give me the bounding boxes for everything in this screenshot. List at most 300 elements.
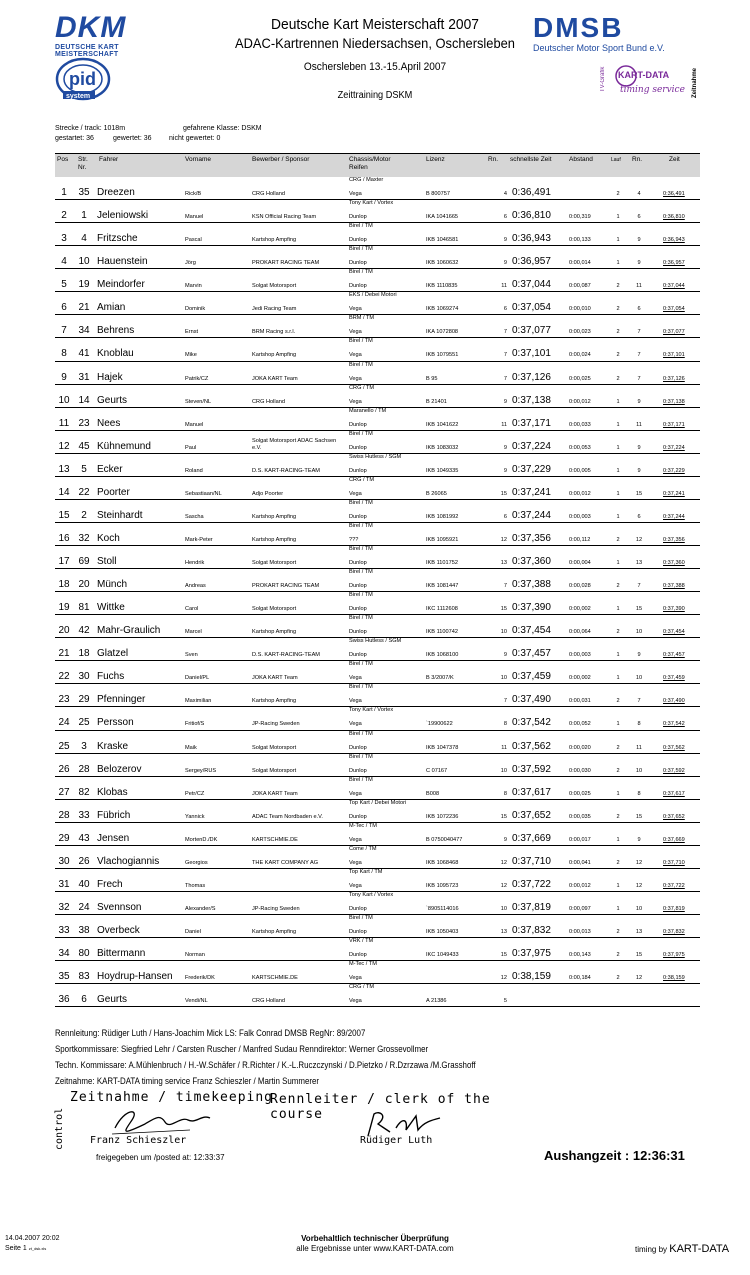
table-row	[55, 869, 700, 892]
row-heat: 2	[616, 375, 620, 382]
row-heat: 2	[616, 813, 620, 820]
row-best-time: 0:36,491	[512, 187, 551, 198]
table-row	[55, 292, 700, 315]
row-license: B 21401	[426, 398, 447, 405]
row-last-name: Poorter	[97, 486, 130, 498]
row-best-lap: 10	[635, 767, 643, 774]
kartdata-logo-sub: timing service	[620, 85, 685, 95]
row-laps: 6	[503, 214, 507, 221]
table-row	[55, 961, 700, 984]
row-heat: 2	[616, 859, 620, 866]
row-nr: 4	[81, 233, 87, 245]
row-chassis: Birel / TM	[349, 246, 373, 253]
row-time: 0:36,957	[663, 260, 685, 267]
row-tyre: Vega	[349, 329, 362, 336]
row-heat: 1	[616, 214, 620, 221]
row-time: 0:37,356	[663, 536, 685, 543]
row-nr: 43	[78, 832, 90, 844]
row-chassis: Come / TM	[349, 845, 377, 852]
table-row	[55, 200, 700, 223]
row-time: 0:37,722	[663, 882, 685, 889]
row-best-lap: 13	[635, 929, 643, 935]
row-tyre: Dunlop	[349, 606, 367, 613]
dmsb-logo-subtitle: Deutscher Motor Sport Bund e.V.	[533, 43, 665, 53]
row-laps: 11	[501, 421, 507, 428]
row-license: `19900622	[426, 721, 453, 728]
row-license: IKB 1049335	[426, 467, 459, 474]
row-gap: 0:00,012	[569, 882, 591, 889]
event-subtitle: ADAC-Kartrennen Niedersachsen, Oschersleben	[235, 35, 515, 51]
row-first-name: Paul	[185, 444, 197, 451]
row-best-lap: 12	[635, 975, 643, 982]
row-nr: 19	[78, 279, 90, 291]
row-last-name: Klobas	[97, 786, 128, 798]
row-time: 0:36,491	[663, 191, 685, 197]
row-first-name: Rick/B	[185, 191, 202, 197]
row-best-lap: 12	[635, 859, 643, 866]
row-nr: 33	[78, 809, 90, 821]
row-first-name: Mark-Peter	[185, 536, 213, 543]
technical-stewards: Techn. Kommissare: A.Mühlenbruch / H.-W.Schäfer / R.Richter / K.-L.Ruczczynski / D.Pietzko / R.Dzrzawa /M.Grasshoff	[55, 1060, 476, 1070]
row-tyre: Dunlop	[349, 560, 367, 566]
row-best-time: 0:36,943	[512, 233, 551, 245]
session-title: Zeittraining DSKM	[337, 90, 413, 101]
row-sponsor: JP-Racing Sweden	[252, 905, 300, 912]
row-gap: 0:00,030	[569, 767, 591, 774]
row-last-name: Wittke	[97, 602, 125, 614]
zeitnahme-vertical: Zeitnahme	[692, 67, 698, 98]
row-best-time: 0:37,832	[512, 925, 551, 936]
row-pos: 36	[58, 994, 70, 1006]
row-sponsor: BRM Racing s.r.l.	[252, 329, 296, 336]
row-heat: 1	[616, 606, 620, 613]
row-laps: 7	[503, 698, 507, 705]
row-nr: 41	[78, 348, 90, 360]
row-laps: 9	[503, 444, 507, 451]
row-license: B 95	[426, 375, 438, 382]
row-best-lap: 9	[637, 836, 641, 843]
row-nr: 30	[78, 671, 90, 683]
row-license: IKB 1069274	[426, 306, 459, 313]
timekeeping: Zeitnahme: KART-DATA timing service Franz Schieszler / Martin Summerer	[55, 1076, 320, 1086]
event-date: Oschersleben 13.-15.April 2007	[303, 61, 447, 73]
kartdata-logo-icon	[600, 58, 700, 102]
row-time: 0:37,975	[663, 952, 685, 959]
dkm-logo-text: DKM	[55, 11, 127, 44]
row-best-time: 0:37,652	[512, 809, 551, 821]
row-chassis: Maranello / TM	[349, 407, 387, 414]
row-time: 0:37,832	[663, 929, 685, 935]
event-title: Deutsche Kart Meisterschaft 2007	[271, 16, 479, 33]
footer-right	[635, 1243, 729, 1255]
row-laps: 6	[503, 306, 507, 313]
row-heat: 2	[616, 975, 620, 982]
table-row	[55, 638, 700, 661]
table-row	[55, 523, 700, 546]
row-sponsor: D.S. KART-RACING-TEAM	[252, 652, 320, 659]
row-sponsor: Kartshop Ampfing	[252, 513, 297, 520]
row-sponsor: KARTSCHMIE.DE	[252, 836, 298, 843]
row-time: 0:37,224	[663, 444, 685, 451]
col-pos: Pos	[57, 156, 69, 163]
row-license: IKC 1112608	[426, 606, 458, 613]
row-chassis: CRG / Maxter	[349, 177, 384, 183]
print-date: 14.04.2007 20:02	[5, 1235, 60, 1242]
row-last-name: Fübrich	[97, 809, 131, 821]
row-last-name: Mahr-Graulich	[97, 625, 161, 637]
dkm-logo	[55, 11, 175, 58]
row-nr: 69	[78, 556, 90, 567]
row-best-time: 0:37,459	[512, 671, 551, 683]
row-first-name: Ernst	[185, 329, 199, 336]
row-time: 0:37,617	[663, 790, 685, 797]
row-license: IKB 1083032	[426, 444, 459, 451]
row-laps: 15	[500, 490, 507, 497]
row-last-name: Hoydrup-Hansen	[97, 971, 173, 983]
row-last-name: Münch	[97, 579, 128, 591]
row-chassis: BRM / TM	[349, 315, 375, 322]
session-info	[55, 124, 715, 144]
row-nr: 80	[78, 948, 90, 960]
row-first-name: Fritiof/S	[185, 721, 205, 728]
row-first-name: Petr/CZ	[185, 790, 205, 797]
row-heat: 1	[616, 790, 620, 797]
footer-left	[5, 1234, 60, 1254]
row-last-name: Geurts	[97, 994, 128, 1006]
row-laps: 12	[500, 859, 507, 866]
col-time: Zeit	[669, 156, 680, 163]
row-tyre: Vega	[349, 490, 362, 497]
row-first-name: Georgios	[185, 859, 208, 866]
table-row	[55, 500, 700, 523]
row-chassis: VRK / TM	[349, 938, 374, 945]
row-nr: 18	[78, 648, 90, 660]
row-first-name: Steven/NL	[185, 398, 212, 405]
row-laps: 9	[503, 836, 507, 843]
row-best-time: 0:37,617	[512, 786, 551, 798]
row-last-name: Meindorfer	[97, 279, 145, 291]
row-gap: 0:00,012	[569, 398, 591, 405]
row-tyre: Dunlop	[349, 767, 367, 774]
row-laps: 7	[503, 329, 507, 336]
row-best-lap: 13	[635, 560, 643, 566]
row-nr: 35	[78, 187, 90, 198]
col-first: Vorname	[185, 156, 212, 163]
row-gap: 0:00,184	[569, 975, 591, 982]
row-pos: 1	[61, 187, 67, 198]
row-laps: 10	[500, 767, 507, 774]
row-gap: 0:00,017	[569, 836, 591, 843]
row-best-lap: 10	[635, 675, 643, 682]
row-gap: 0:00,087	[569, 283, 591, 290]
row-first-name: Sven	[185, 652, 198, 659]
row-gap: 0:00,020	[569, 744, 591, 751]
row-nr: 32	[78, 532, 90, 544]
row-nr: 81	[78, 602, 90, 614]
released-time: freigegeben um /posted at: 12:33:37	[96, 1153, 225, 1162]
row-best-lap: 9	[637, 444, 641, 451]
row-chassis: Birel / TM	[349, 684, 373, 691]
row-nr: 2	[81, 509, 87, 521]
row-sponsor: JOKA KART Team	[252, 790, 298, 797]
row-pos: 20	[58, 625, 70, 637]
table-row	[55, 569, 700, 592]
dkm-logo-subtitle: DEUTSCHE KART MEISTERSCHAFT	[55, 44, 119, 58]
row-heat: 1	[616, 652, 620, 659]
pid-logo-sub: system	[66, 93, 91, 100]
results-url: alle Ergebnisse unter www.KART-DATA.com	[296, 1244, 454, 1253]
row-nr: 29	[78, 694, 90, 706]
row-tyre: Dunlop	[349, 583, 367, 590]
table-row	[55, 800, 700, 823]
row-heat: 1	[616, 836, 620, 843]
row-best-time: 0:37,126	[512, 371, 551, 383]
row-nr: 24	[78, 901, 90, 913]
results-rows	[55, 177, 700, 1007]
row-tyre: Dunlop	[349, 214, 367, 221]
timekeeper-name: Franz Schieszler	[90, 1135, 187, 1146]
row-pos: 2	[61, 210, 67, 222]
row-gap: 0:00,143	[569, 952, 591, 959]
row-last-name: Hauenstein	[97, 256, 148, 268]
row-best-lap: 9	[637, 467, 641, 474]
row-gap: 0:00,013	[569, 929, 591, 935]
row-pos: 16	[58, 532, 70, 544]
row-best-time: 0:37,224	[512, 440, 551, 452]
row-sponsor: PROKART RACING TEAM	[252, 583, 320, 590]
row-gap: 0:00,064	[569, 629, 591, 636]
row-best-lap: 6	[637, 513, 641, 520]
row-time: 0:37,244	[663, 513, 685, 520]
row-pos: 23	[58, 694, 70, 706]
row-gap: 0:00,002	[569, 606, 591, 613]
row-pos: 10	[58, 394, 70, 406]
row-best-time: 0:37,171	[512, 417, 551, 429]
row-first-name: Marvin	[185, 283, 202, 290]
row-chassis: Birel / TM	[349, 269, 373, 276]
row-pos: 34	[58, 948, 70, 960]
table-row	[55, 269, 700, 292]
row-heat: 2	[616, 283, 620, 290]
row-pos: 24	[58, 717, 70, 729]
row-laps: 10	[500, 675, 507, 682]
row-chassis: Birel / TM	[349, 661, 373, 668]
row-sponsor: Solgat Motorsport	[252, 744, 297, 751]
row-heat: 2	[616, 744, 620, 751]
row-nr: 6	[81, 994, 87, 1006]
row-first-name: Frederik/DK	[185, 975, 215, 982]
row-first-name: Patrik/CZ	[185, 375, 209, 382]
row-sponsor: Solgat Motorsport	[252, 560, 297, 566]
timing-by: timing by	[635, 1245, 668, 1254]
row-last-name: Pfenninger	[97, 694, 146, 706]
row-tyre: Vega	[349, 836, 362, 843]
row-pos: 31	[58, 878, 70, 890]
row-best-lap: 7	[637, 329, 641, 336]
row-chassis: Top Kart / TM	[349, 868, 383, 875]
row-best-lap: 7	[637, 375, 641, 382]
row-time: 0:37,171	[663, 421, 685, 428]
row-laps: 9	[503, 237, 507, 244]
table-row	[55, 661, 700, 684]
row-chassis: Swiss Hutless / SGM	[349, 638, 402, 645]
row-gap: 0:00,023	[569, 329, 591, 336]
row-chassis: Swiss Hutless / SGM	[349, 453, 402, 460]
row-gap: 0:00,053	[569, 444, 591, 451]
col-rn2: Rn.	[632, 156, 643, 163]
table-row	[55, 362, 700, 385]
row-sponsor: KARTSCHMIE.DE	[252, 975, 298, 982]
row-gap: 0:00,052	[569, 721, 591, 728]
table-row	[55, 477, 700, 500]
row-license: IKB 1050403	[426, 929, 459, 935]
row-heat: 2	[616, 306, 620, 313]
row-last-name: Kühnemund	[97, 440, 151, 452]
row-time: 0:38,159	[663, 975, 685, 982]
row-time: 0:37,390	[663, 606, 685, 613]
row-nr: 40	[78, 878, 90, 890]
row-first-name: Vendi/NL	[185, 998, 208, 1005]
row-sponsor: Kartshop Ampfing	[252, 352, 297, 359]
row-best-lap: 6	[637, 214, 641, 221]
row-sponsor: D.S. KART-RACING-TEAM	[252, 467, 320, 474]
row-first-name: Manuel	[185, 421, 204, 428]
col-rn: Rn.	[488, 156, 499, 163]
table-row	[55, 731, 700, 754]
row-pos: 17	[58, 556, 70, 567]
row-license: A 21386	[426, 998, 447, 1005]
row-best-lap: 15	[635, 813, 643, 820]
row-heat: 2	[616, 191, 620, 197]
row-laps: 12	[500, 536, 507, 543]
row-tyre: ???	[349, 536, 359, 543]
row-tyre: Vega	[349, 859, 362, 866]
officials-block	[55, 1025, 715, 1089]
row-first-name: Norman	[185, 952, 205, 959]
row-laps: 10	[500, 905, 507, 912]
row-heat: 2	[616, 952, 620, 959]
results-table	[55, 153, 700, 1007]
row-license: `8905114016	[426, 905, 459, 912]
row-tyre: Vega	[349, 721, 362, 728]
col-driver: Fahrer	[99, 156, 119, 163]
row-laps: 11	[501, 283, 507, 290]
row-chassis: Birel / TM	[349, 753, 373, 760]
row-first-name: Hendrik	[185, 560, 205, 566]
row-pos: 26	[58, 763, 70, 775]
timing-brand: KART-DATA	[669, 1243, 730, 1255]
row-best-lap: 8	[637, 790, 641, 797]
row-heat: 2	[616, 767, 620, 774]
row-best-lap: 9	[637, 398, 641, 405]
row-heat: 1	[616, 513, 620, 520]
row-gap: 0:00,033	[569, 421, 591, 428]
row-pos: 32	[58, 901, 70, 913]
row-last-name: Fritzsche	[97, 233, 138, 245]
row-nr: 26	[78, 855, 90, 867]
row-best-time: 0:37,390	[512, 602, 551, 614]
row-first-name: MortenD./DK	[185, 836, 218, 843]
row-time: 0:37,077	[663, 329, 685, 336]
row-nr: 22	[78, 486, 90, 498]
row-best-lap: 4	[637, 191, 641, 197]
row-first-name: Jörg	[185, 260, 196, 267]
row-laps: 6	[503, 513, 507, 520]
row-chassis: Birel / TM	[349, 730, 373, 737]
row-tyre: Dunlop	[349, 929, 367, 935]
row-pos: 30	[58, 855, 70, 867]
row-time: 0:37,652	[663, 813, 685, 820]
row-gap: 0:00,024	[569, 352, 591, 359]
clerk-name: Rüdiger Luth	[360, 1135, 433, 1146]
row-last-name: Stoll	[97, 556, 117, 567]
row-time: 0:37,592	[663, 767, 685, 774]
row-pos: 14	[58, 486, 70, 498]
row-last-name: Kraske	[97, 740, 129, 752]
row-best-time: 0:37,542	[512, 717, 551, 729]
row-nr: 38	[78, 925, 90, 936]
row-best-lap: 11	[636, 421, 642, 428]
row-best-lap: 9	[637, 237, 641, 244]
kartdata-logo	[600, 58, 700, 102]
row-chassis: Birel / TM	[349, 499, 373, 506]
row-heat: 1	[616, 905, 620, 912]
table-row	[55, 338, 700, 361]
row-chassis: Birel / TM	[349, 430, 373, 437]
row-sponsor: PROKART RACING TEAM	[252, 260, 320, 267]
row-best-time: 0:37,044	[512, 279, 551, 291]
row-chassis: Tony Kart / Vortex	[349, 891, 394, 898]
row-best-time: 0:36,957	[512, 256, 551, 268]
table-header	[55, 153, 700, 177]
row-pos: 3	[61, 233, 67, 245]
row-gap: 0:00,002	[569, 675, 591, 682]
row-last-name: Knoblau	[97, 348, 134, 360]
row-first-name: Daniel/PL	[185, 675, 210, 682]
row-time: 0:37,101	[663, 352, 685, 359]
row-pos: 33	[58, 925, 70, 936]
row-laps: 15	[500, 813, 507, 820]
row-license: IKB 1095921	[426, 536, 459, 543]
row-sponsor: Kartshop Ampfing	[252, 629, 297, 636]
row-heat: 1	[616, 882, 620, 889]
row-nr: 25	[78, 717, 90, 729]
row-laps: 15	[500, 952, 507, 959]
row-heat: 2	[616, 352, 620, 359]
row-chassis: Birel / TM	[349, 615, 373, 622]
row-license: IKC 1049433	[426, 952, 459, 959]
row-pos: 25	[58, 740, 70, 752]
row-tyre: Dunlop	[349, 467, 367, 474]
row-sponsor: Kartshop Ampfing	[252, 698, 297, 705]
table-row	[55, 615, 700, 638]
row-pos: 7	[61, 325, 67, 337]
row-gap: 0:00,003	[569, 652, 591, 659]
row-nr: 45	[78, 440, 90, 452]
table-row	[55, 823, 700, 846]
row-nr: 3	[81, 740, 87, 752]
row-pos: 4	[61, 256, 67, 268]
tv-grafik-label: TV-Grafik	[600, 66, 606, 92]
row-laps: 12	[500, 882, 507, 889]
row-tyre: Vega	[349, 698, 362, 705]
row-license: IKB 1095723	[426, 882, 459, 889]
row-last-name: Jeleniowski	[97, 210, 149, 222]
row-best-time: 0:37,490	[512, 694, 551, 706]
kartdata-logo-text: KART-DATA	[618, 70, 670, 80]
row-best-lap: 10	[635, 629, 643, 636]
table-row	[55, 246, 700, 269]
